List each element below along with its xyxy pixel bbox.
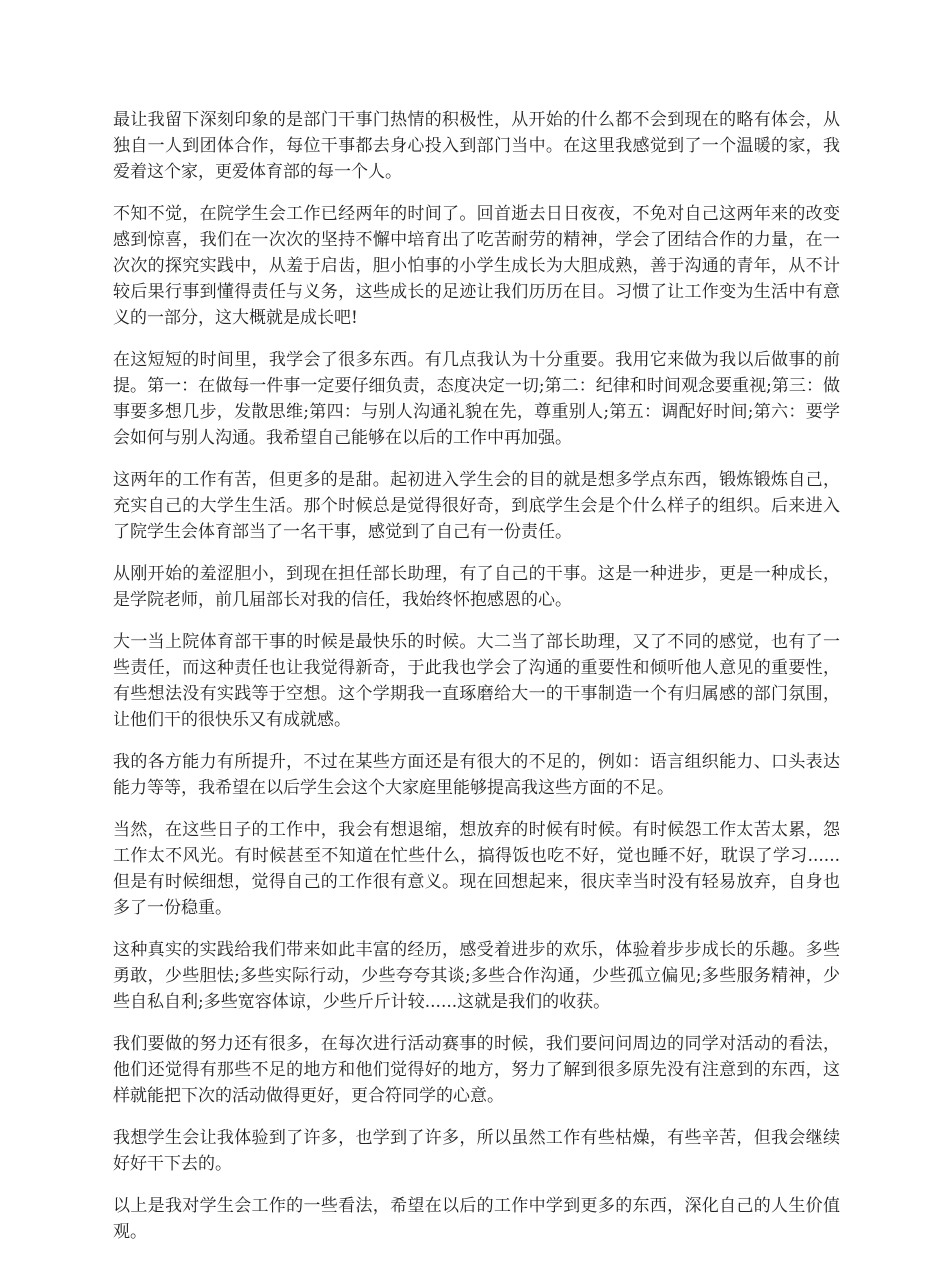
paragraph-11: 我想学生会让我体验到了许多，也学到了许多，所以虽然工作有些枯燥，有些辛苦，但我会继续好好干下去的。 — [113, 1128, 840, 1174]
paragraph-10: 我们要做的努力还有很多，在每次进行活动赛事的时候，我们要问问周边的同学对活动的看法，他们还觉得有那些不足的地方和他们觉得好的地方，努力了解到很多原先没有注意到的东西，这样就能把下次的活动做得更好，更合符同学的心意。 — [113, 1034, 840, 1106]
paragraph-2: 不知不觉，在院学生会工作已经两年的时间了。回首逝去日日夜夜，不免对自己这两年来的改变感到惊喜，我们在一次次的坚持不懈中培育出了吃苦耐劳的精神，学会了团结合作的力量，在一次次的探究实践中，从羞于启齿，胆小怕事的小学生成长为大胆成熟，善于沟通的青年，从不计较后果行事到懂得责任与义务，这些成长的足迹让我们历历在目。习惯了让工作变为生活中有意义的一部分，这大概就是成长吧! — [113, 204, 840, 328]
document-body — [113, 107, 840, 1261]
paragraph-3: 在这短短的时间里，我学会了很多东西。有几点我认为十分重要。我用它来做为我以后做事的前提。第一：在做每一件事一定要仔细负责，态度决定一切;第二：纪律和时间观念要重视;第三：做事要多想几步，发散思维;第四：与别人沟通礼貌在先，尊重别人;第五：调配好时间;第六：要学会如何与别人沟通。我希望自己能够在以后的工作中再加强。 — [113, 350, 840, 448]
paragraph-8: 当然，在这些日子的工作中，我会有想退缩，想放弃的时候有时候。有时候怨工作太苦太累，怨工作太不风光。有时候甚至不知道在忙些什么，搞得饭也吃不好，觉也睡不好，耽误了学习......但是有时候细想，觉得自己的工作很有意义。现在回想起来，很庆幸当时没有轻易放弃，自身也多了一份稳重。 — [113, 820, 840, 918]
paragraph-4: 这两年的工作有苦，但更多的是甜。起初进入学生会的目的就是想多学点东西，锻炼锻炼自己，充实自己的大学生生活。那个时候总是觉得很好奇，到底学生会是个什么样子的组织。后来进入了院学生会体育部当了一名干事，感觉到了自己有一份责任。 — [113, 470, 840, 542]
paragraph-9: 这种真实的实践给我们带来如此丰富的经历，感受着进步的欢乐，体验着步步成长的乐趣。多些勇敢，少些胆怯;多些实际行动，少些夸夸其谈;多些合作沟通，少些孤立偏见;多些服务精神，少些自私自利;多些宽容体谅，少些斤斤计较......这就是我们的收获。 — [113, 940, 840, 1012]
paragraph-1: 最让我留下深刻印象的是部门干事门热情的积极性，从开始的什么都不会到现在的略有体会，从独自一人到团体合作，每位干事都去身心投入到部门当中。在这里我感觉到了一个温暖的家，我爱着这个家，更爱体育部的每一个人。 — [113, 110, 840, 182]
paragraph-12: 以上是我对学生会工作的一些看法，希望在以后的工作中学到更多的东西，深化自己的人生价值观。 — [113, 1196, 840, 1242]
paragraph-7: 我的各方能力有所提升，不过在某些方面还是有很大的不足的，例如：语言组织能力、口头表达能力等等，我希望在以后学生会这个大家庭里能够提高我这些方面的不足。 — [113, 752, 840, 798]
paragraph-6: 大一当上院体育部干事的时候是最快乐的时候。大二当了部长助理，又了不同的感觉，也有了一些责任，而这种责任也让我觉得新奇，于此我也学会了沟通的重要性和倾听他人意见的重要性，有些想法没有实践等于空想。这个学期我一直琢磨给大一的干事制造一个有归属感的部门氛围，让他们干的很快乐又有成就感。 — [113, 632, 840, 730]
paragraph-5: 从刚开始的羞涩胆小，到现在担任部长助理，有了自己的干事。这是一种进步，更是一种成长，是学院老师，前几届部长对我的信任，我始终怀抱感恩的心。 — [113, 564, 840, 610]
